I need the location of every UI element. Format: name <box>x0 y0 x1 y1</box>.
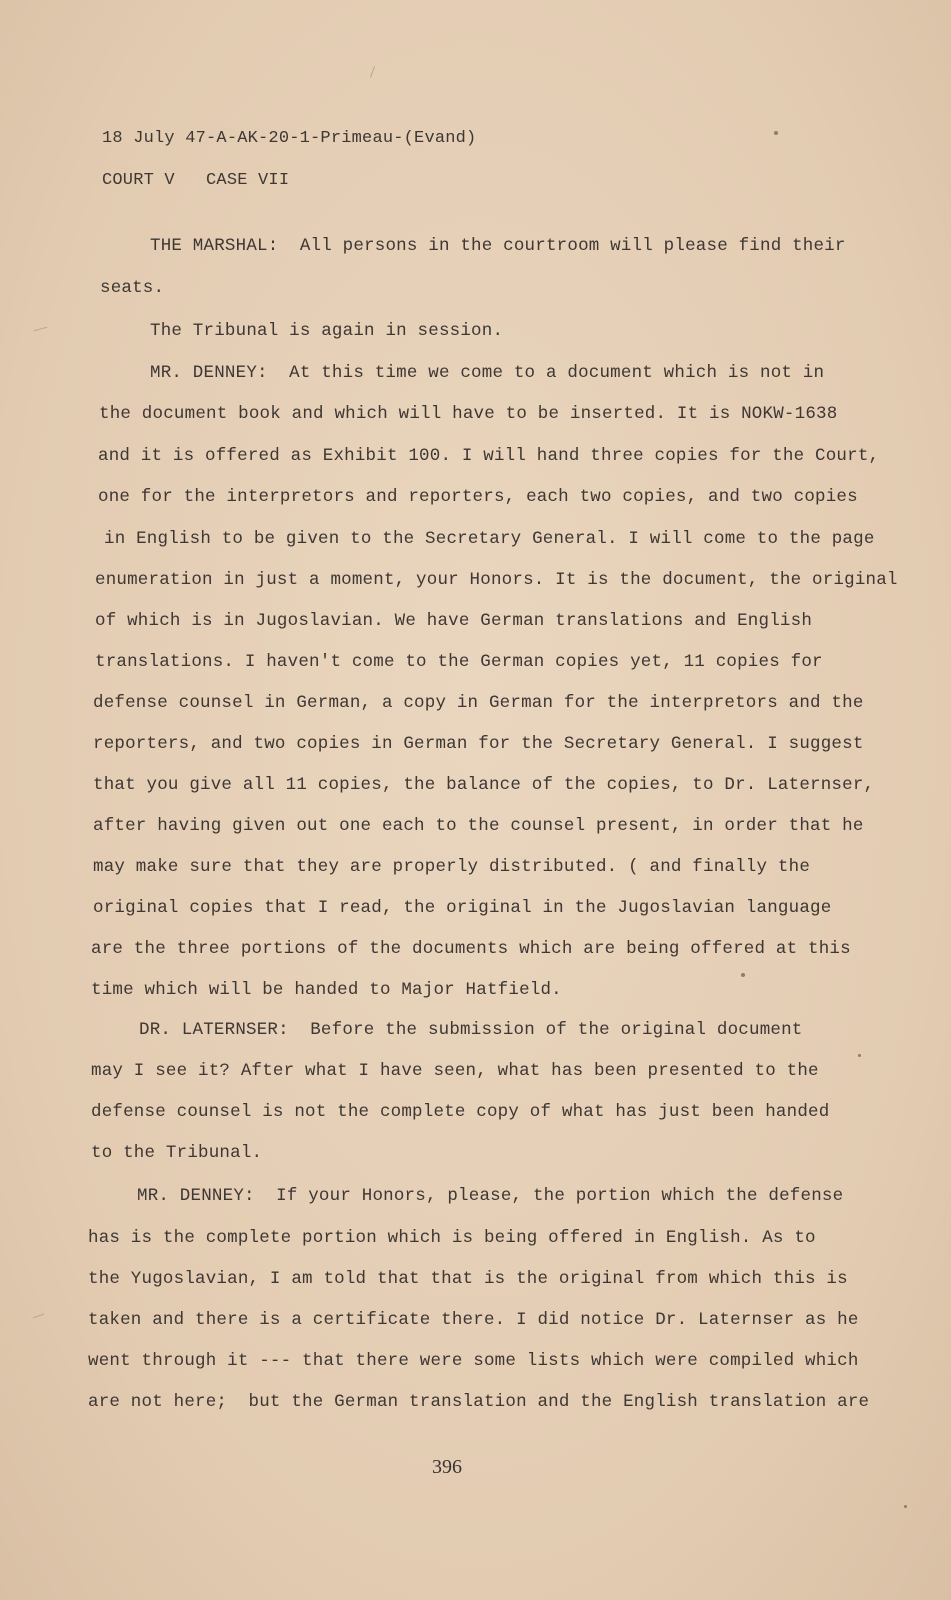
body-line: the document book and which will have to be inserted. It is NOKW-1638 <box>99 404 838 424</box>
body-line: DR. LATERNSER: Before the submission of the original document <box>139 1020 803 1040</box>
paper-speck <box>904 1505 907 1508</box>
body-line: time which will be handed to Major Hatfield. <box>91 980 562 1000</box>
body-line: of which is in Jugoslavian. We have German translations and English <box>95 611 813 631</box>
paper-scratch <box>34 327 48 332</box>
body-line: The Tribunal is again in session. <box>150 321 504 341</box>
body-line: in English to be given to the Secretary General. I will come to the page <box>104 529 875 549</box>
body-line: MR. DENNEY: If your Honors, please, the portion which the defense <box>137 1186 844 1206</box>
header-line-1: 18 July 47-A-AK-20-1-Primeau-(Evand) <box>102 129 477 148</box>
body-line: may make sure that they are properly distributed. ( and finally the <box>93 857 811 877</box>
body-line: translations. I haven't come to the German copies yet, 11 copies for <box>95 652 823 672</box>
body-line: taken and there is a certificate there. I did notice Dr. Laternser as he <box>88 1310 859 1330</box>
paper-scratch <box>33 1313 45 1318</box>
body-line: after having given out one each to the counsel present, in order that he <box>93 816 864 836</box>
body-line: reporters, and two copies in German for the Secretary General. I suggest <box>93 734 864 754</box>
body-line: defense counsel in German, a copy in German for the interpretors and the <box>93 693 864 713</box>
body-line: defense counsel is not the complete copy of what has just been handed <box>91 1102 830 1122</box>
body-line: one for the interpretors and reporters, each two copies, and two copies <box>98 487 858 507</box>
body-line: the Yugoslavian, I am told that that is the original from which this is <box>88 1269 848 1289</box>
paper-speck <box>774 131 778 135</box>
page-number: 396 <box>432 1456 462 1478</box>
body-line: are the three portions of the documents which are being offered at this <box>91 939 851 959</box>
body-line: to the Tribunal. <box>91 1143 263 1163</box>
paper-scratch <box>370 66 375 78</box>
body-line: original copies that I read, the original in the Jugoslavian language <box>93 898 832 918</box>
body-line: MR. DENNEY: At this time we come to a document which is not in <box>150 363 825 383</box>
body-line: are not here; but the German translation and the English translation are <box>88 1392 870 1412</box>
paper-speck <box>741 973 745 977</box>
body-line: may I see it? After what I have seen, what has been presented to the <box>91 1061 819 1081</box>
body-line: seats. <box>100 278 165 298</box>
body-line: has is the complete portion which is being offered in English. As to <box>88 1228 816 1248</box>
body-line: and it is offered as Exhibit 100. I will hand three copies for the Court, <box>98 446 880 466</box>
paper-speck <box>858 1054 861 1057</box>
body-line: went through it --- that there were some lists which were compiled which <box>88 1351 859 1371</box>
body-line: THE MARSHAL: All persons in the courtroom will please find their <box>150 236 846 256</box>
body-line: enumeration in just a moment, your Honors. It is the document, the original <box>95 570 898 590</box>
header-line-2: COURT V CASE VII <box>102 171 290 190</box>
body-line: that you give all 11 copies, the balance of the copies, to Dr. Laternser, <box>93 775 875 795</box>
